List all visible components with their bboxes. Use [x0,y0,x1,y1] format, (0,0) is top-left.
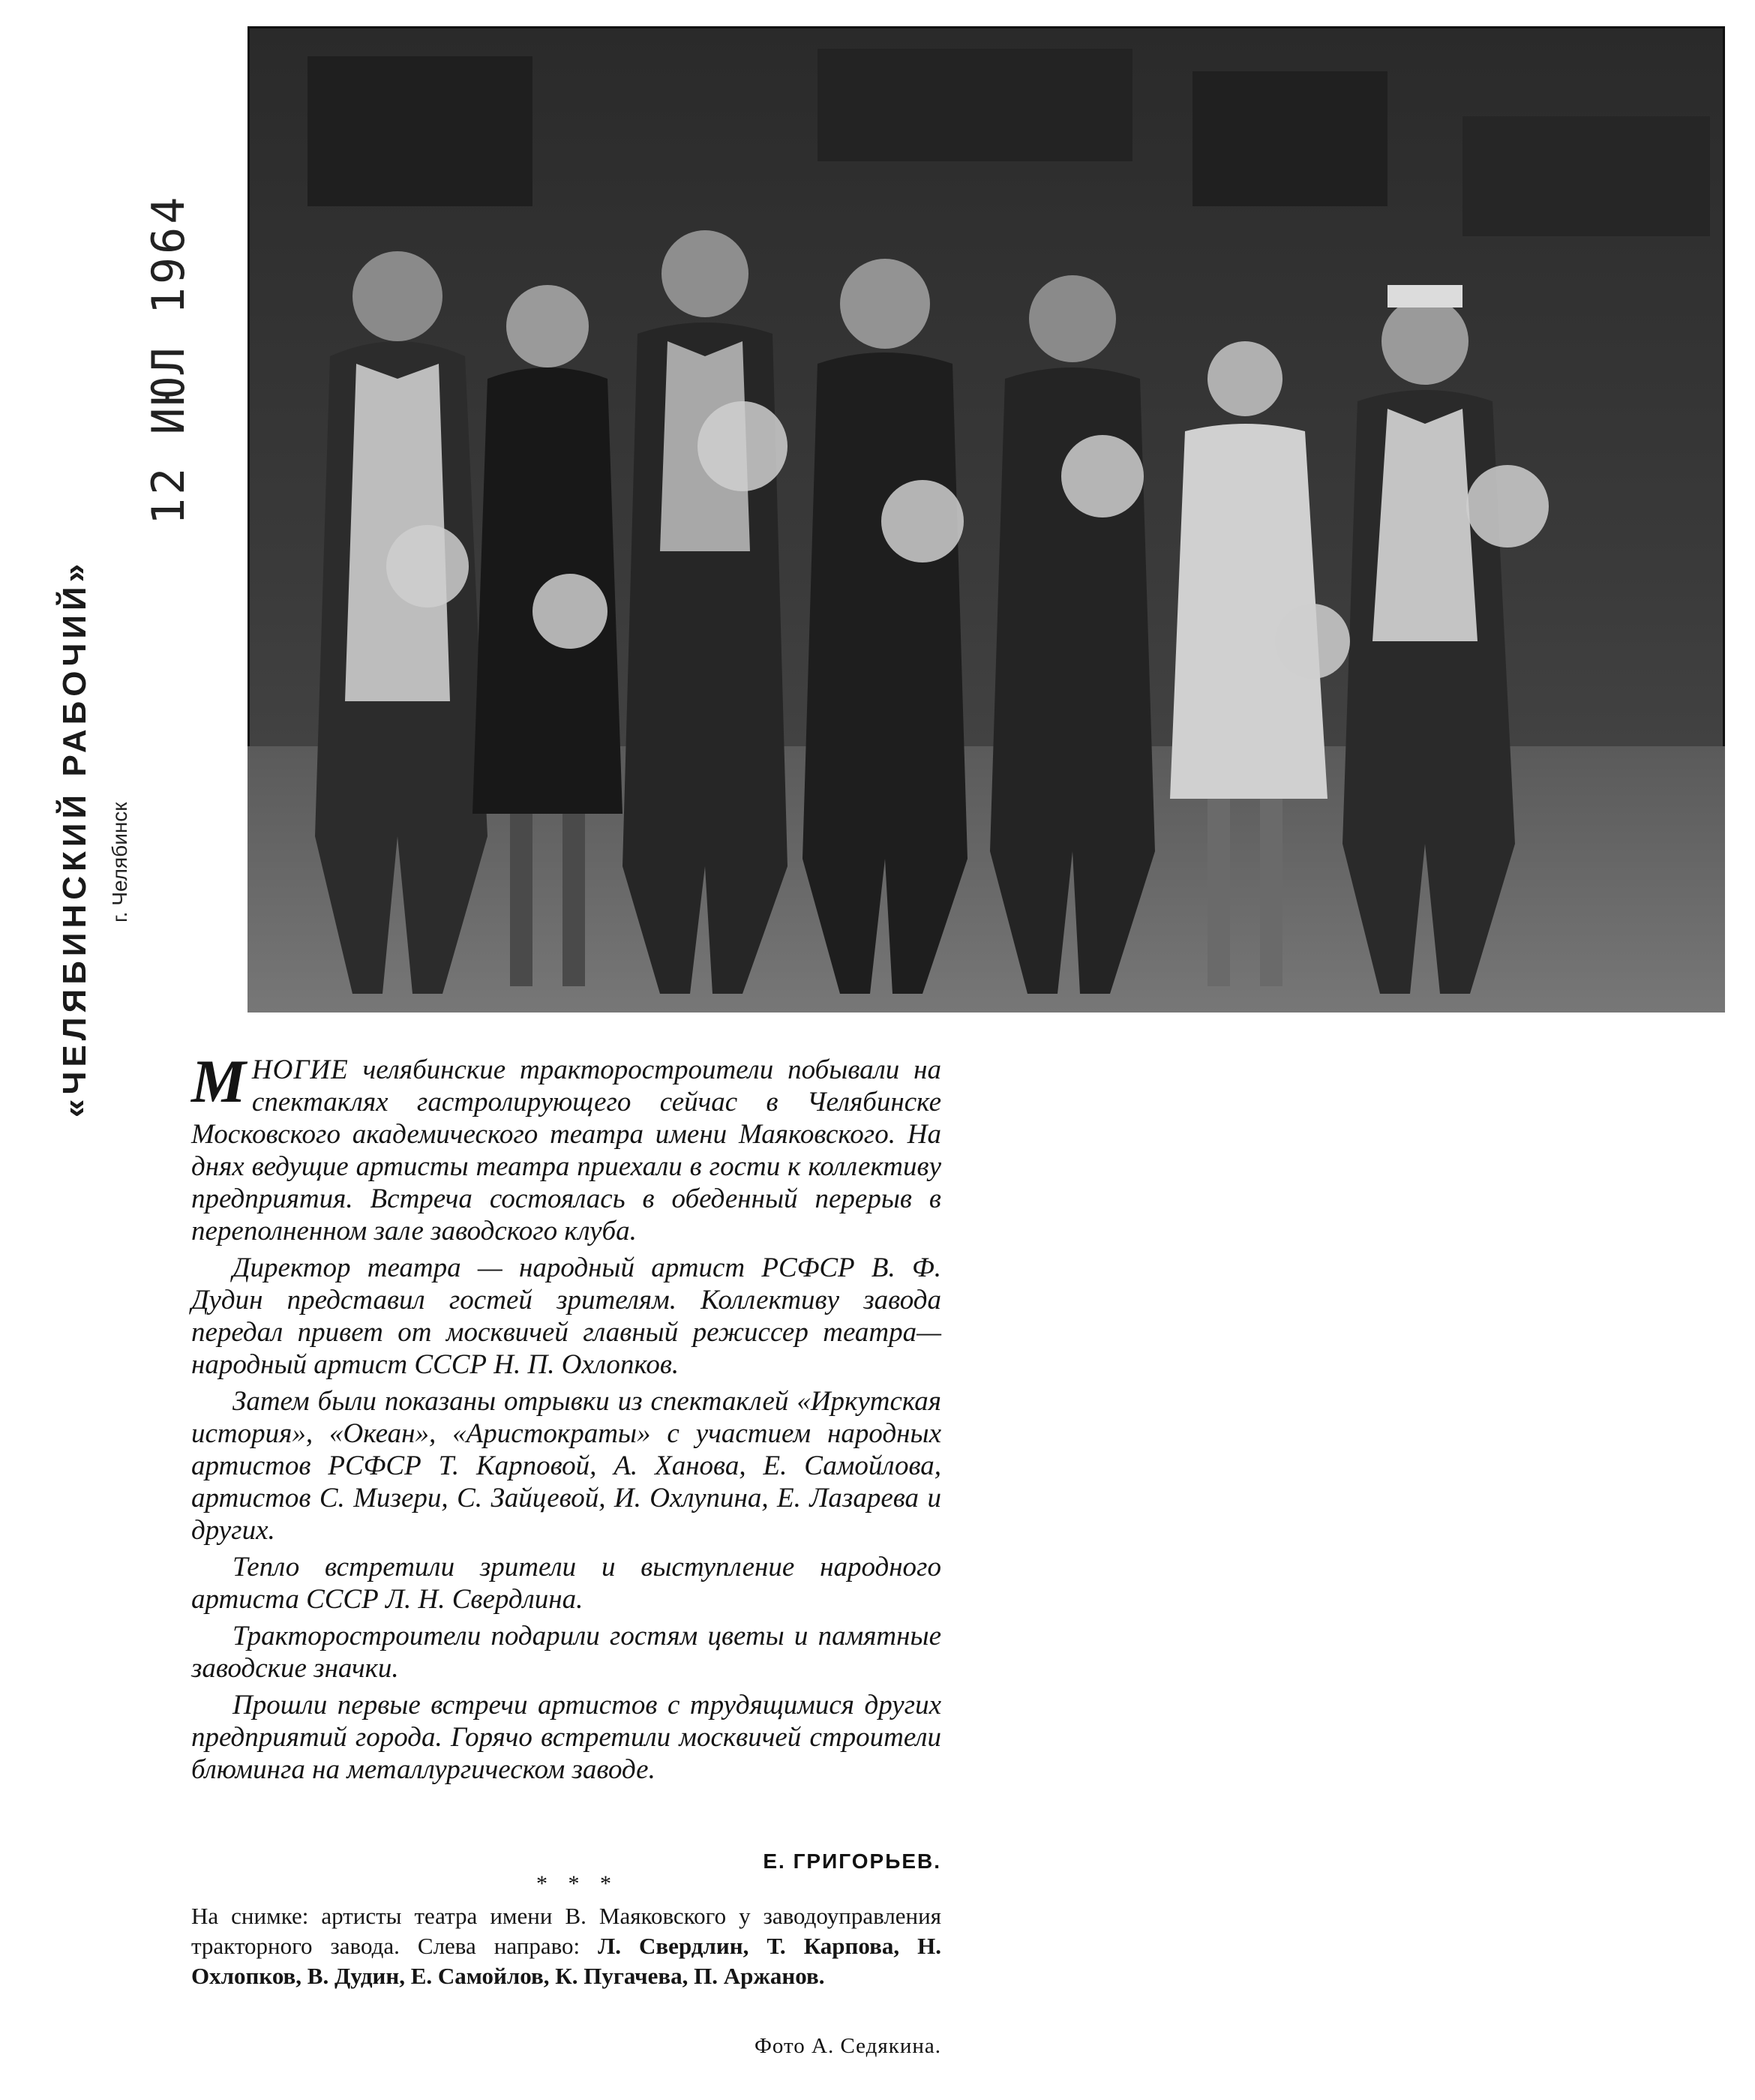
article-paragraph-2: Директор театра — народный артист РСФСР В. Ф. Дудин представил гостей зрителям. Коллективу завода передал привет от москвичей главный режиссер театра—народный артист СССР Н. П. Охлопков. [191,1252,941,1380]
article-body [191,1047,941,1790]
article-paragraph-5: Тракторостроители подарили гостям цветы и памятные заводские значки. [191,1621,941,1684]
lead-word: НОГИЕ [251,1054,349,1085]
paragraph-1-text: челябинские тракторостроители побывали на спектаклях гастролирующего сейчас в Челябинске Московского академического театра имени Маяковского. На днях ведущие артисты театра приехали в гости к коллективу предприятия. Встреча состоялась в обеденный перерыв в переполненном зале заводского клуба. [191,1054,941,1246]
newspaper-city: г. Челябинск [108,802,131,922]
article-author: Е. ГРИГОРЬЕВ. [763,1850,941,1873]
caption-names: Л. Свердлин, Т. Карпова, Н. Охлопков, В. Дудин, Е. Самойлов, К. Пугачева, П. Аржанов. [191,1933,941,1989]
date-stamp: 12 ИЮЛ 1964 [142,194,195,525]
drop-cap: М [191,1047,246,1115]
article-paragraph-4: Тепло встретили зрители и выступление народного артиста СССР Л. Н. Свердлина. [191,1552,941,1615]
article-paragraph-1 [191,1047,941,1247]
article-paragraph-3: Затем были показаны отрывки из спектаклей «Иркутская история», «Океан», «Аристократы» с участием народных артистов РСФСР Т. Карповой, А. Ханова, Е. Самойлова, артистов С. Мизери, С. Зайцевой, И. Охлупина, Е. Лазарева и других. [191,1386,941,1546]
photo-credit: Фото А. Седякина. [754,2034,941,2058]
caption-intro: На снимке: артисты театра имени В. Маяковского у заводоуправления тракторного завода. Слева направо: [191,1903,941,1959]
photo-caption [191,1901,941,1991]
separator-asterisks: * * * [536,1871,619,1896]
article-paragraph-6: Прошли первые встречи артистов с трудящимися других предприятий города. Горячо встретили москвичей строители блюминга на металлургическом заводе. [191,1690,941,1785]
newspaper-name: «ЧЕЛЯБИНСКИЙ РАБОЧИЙ» [56,559,93,1118]
newspaper-photo [248,26,1725,1012]
